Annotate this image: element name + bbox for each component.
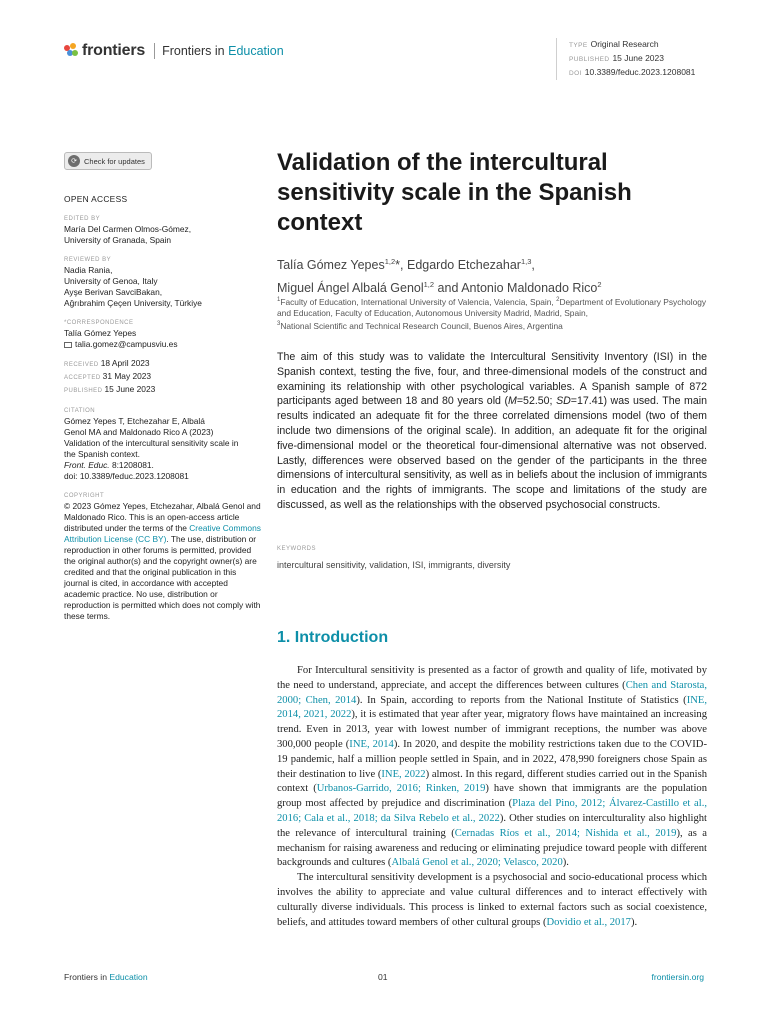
copyright-label: COPYRIGHT — [64, 493, 105, 499]
edited-by-label: EDITED BY — [64, 216, 101, 222]
author-link[interactable]: Edgardo Etchezahar — [406, 258, 521, 273]
open-access-label: OPEN ACCESS — [64, 194, 128, 204]
citation-link[interactable]: Urbanos-Garrido, 2016; Rinken, 2019 — [316, 783, 486, 795]
footer-site-link[interactable]: frontiersin.org — [651, 972, 704, 982]
page-number: 01 — [378, 972, 388, 982]
citation-link[interactable]: Dovidio et al., 2017 — [546, 916, 631, 928]
logo-text: frontiers — [82, 42, 146, 59]
reviewed-by-label: REVIEWED BY — [64, 257, 112, 263]
article-doi: DOI 10.3389/feduc.2023.1208081 — [569, 67, 696, 77]
article-dates: RECEIVED 18 April 2023 ACCEPTED 31 May 2023 PUBLISHED 15 June 2023 — [64, 358, 156, 394]
reviewer-info: Nadia Rania, University of Genoa, Italy Ayşe Berivan SavciBakan, Ağrıbrahim Çeçen University, Türkiye — [64, 265, 202, 308]
citation-link[interactable]: Albalá Genol et al., 2020; Velasco, 2020 — [391, 857, 563, 869]
article-type: TYPE Original Research — [569, 39, 659, 49]
citation-link[interactable]: Chen and Starosta, 2000; Chen, 2014 — [277, 679, 707, 706]
introduction-body — [277, 664, 707, 930]
abstract: The aim of this study was to validate the Intercultural Sensitivity Inventory (ISI) in the Spanish context, testing the five, four, and three-dimensional models of the construct and examining its relationship with other psychological variables. A Spanish sample of 872 participants aged between 18 and 80 years old (M=52.50; SD=17.41) was used. The main results indicated an adequate fit for the three correlated dimensions model (two of them include two dimensions of the original scale). In addition, an adequate fit for the original five-dimensional model or the theoretical four-dimensional alternative was not observed. Lastly, differences were observed based on the gender of the participants in the three dimensions of intercultural sensitivity, as well as in beliefs about the inclusion of immigrants in education and the rights of immigrants. The scope and limitations of the study are discussed, as well as the relationships with the observed psychosocial constructs. — [277, 351, 707, 511]
check-for-updates-button[interactable]: ⟳ Check for updates — [64, 152, 152, 170]
author-list: Talía Gómez Yepes$^{1,2}$*, Edgardo Etchezahar$^{1,3}$, Miguel Ángel Albalá Genol$^{1,2}$ and Antonio Maldonado Rico$^2$ — [277, 257, 602, 296]
page-footer — [64, 972, 704, 982]
correspondence-email[interactable]: talia.gomez@campusviu.es — [75, 339, 178, 349]
section-heading-introduction: 1. Introduction — [277, 629, 389, 646]
frontiers-logo-icon — [64, 43, 78, 59]
frontiers-logo[interactable] — [64, 42, 284, 60]
footer-journal: Frontiers in Education — [64, 972, 148, 982]
citation-link[interactable]: INE, 2014, 2021, 2022 — [277, 694, 707, 721]
citation-link[interactable]: Cernadas Ríos et al., 2014; Nishida et al., 2019 — [454, 827, 677, 839]
copyright-text: © 2023 Gómez Yepes, Etchezahar, Albalá Genol and Maldonado Rico. This is an open-access article distributed under the terms of the Creative Commons Attribution License (CC BY). The use, distribution or reproduction in other forums is permitted, provided the original author(s) and the copyright owner(s) are credited and that the original publication in this journal is cited, in accordance with accepted academic practice. No use, distribution or reproduction is permitted which does not comply with these terms. — [64, 501, 261, 621]
refresh-icon: ⟳ — [68, 155, 80, 167]
author-link[interactable]: Talía Gómez Yepes — [277, 258, 385, 273]
paragraph: For Intercultural sensitivity is presented as a factor of growth and quality of life, motivated by the need to understand, appreciate, and accept the differences between cultures (Chen and Starosta, 2000; Chen, 2014). In Spain, according to reports from the National Institute of Statistics (INE, 2014, 2021, 2022), it is estimated that year after year, migratory flows have maintained an increasing trend. Even in 2013, year with lowest number of immigrant receptions, the number was above 300,000 people (INE, 2014). In 2020, and despite the mobility restrictions taken due to the COVID-19 pandemic, half a million people settled in Spain, and in 2022, 478,990 foreigners chose Spain as their destination to live (INE, 2022) almost. In this regard, different studies carried out in the Spanish context (Urbanos-Garrido, 2016; Rinken, 2019) have shown that immigrants are the population group most affected by prejudice and discrimination (Plaza del Pino, 2012; Álvarez-Castillo et al., 2016; Cala et al., 2018; da Silva Rebelo et al., 2022). Other studies on interculturality also highlight the relevance of intercultural training (Cernadas Ríos et al., 2014; Nishida et al., 2019), as a mechanism for raising awareness and reducing or eliminating prejudice toward people with different backgrounds and cultures (Albalá Genol et al., 2020; Velasco, 2020). — [277, 665, 708, 869]
sidebar — [64, 152, 262, 622]
logo-divider — [154, 43, 155, 59]
affiliations: $^1$Faculty of Education, International University of Valencia, Valencia, Spain, $^2$Department of Evolutionary Psychology and Education, Faculty of Education, Autonomous University Madrid, Madrid, Spain, $^3$National Scientific and Technical Research Council, Buenos Aires, Argentina — [277, 296, 707, 331]
journal-title: Frontiers in Education — [162, 44, 284, 58]
mail-icon — [64, 342, 72, 348]
author-link[interactable]: Antonio Maldonado Rico — [461, 281, 598, 296]
article-meta — [556, 38, 695, 80]
article-published: PUBLISHED 15 June 2023 — [569, 53, 664, 63]
paragraph: The intercultural sensitivity development is a psychosocial and socio-educational process which involves the ability to appreciate and value cultural differences and to interact effectively with culturally diverse individuals. This process is linked to external factors such as social coexistence, beliefs, and attitudes toward members of other cultural groups (Dovidio et al., 2017). — [277, 872, 707, 928]
citation-link[interactable]: Plaza del Pino, 2012; Álvarez-Castillo et al., 2016; Cala et al., 2018; da Silva Rebelo et al., 2022 — [277, 798, 707, 824]
article-title: Validation of the intercultural sensitivity scale in the Spanish context — [277, 149, 632, 236]
citation-link[interactable]: INE, 2022 — [381, 768, 426, 780]
keywords-label: KEYWORDS — [277, 546, 317, 552]
keywords: intercultural sensitivity, validation, ISI, immigrants, diversity — [277, 560, 511, 570]
citation-label: CITATION — [64, 408, 96, 414]
editor-info: María Del Carmen Olmos-Gómez, University of Granada, Spain — [64, 224, 192, 245]
page-header — [0, 0, 768, 80]
citation-link[interactable]: INE, 2014 — [349, 738, 394, 750]
citation-text: Gómez Yepes T, Etchezahar E, Albalá Genol MA and Maldonado Rico A (2023) Validation of the intercultural sensitivity scale in the Spanish context. Front. Educ. 8:1208081. doi: 10.3389/feduc.2023.1208081 — [64, 416, 239, 481]
author-link[interactable]: Miguel Ángel Albalá Genol — [277, 281, 424, 296]
correspondence-info: Talía Gómez Yepes talia.gomez@campusviu.es — [64, 328, 178, 349]
correspondence-label: *CORRESPONDENCE — [64, 320, 134, 326]
cc-by-license-link[interactable]: Creative Commons Attribution License (CC BY) — [64, 523, 261, 544]
